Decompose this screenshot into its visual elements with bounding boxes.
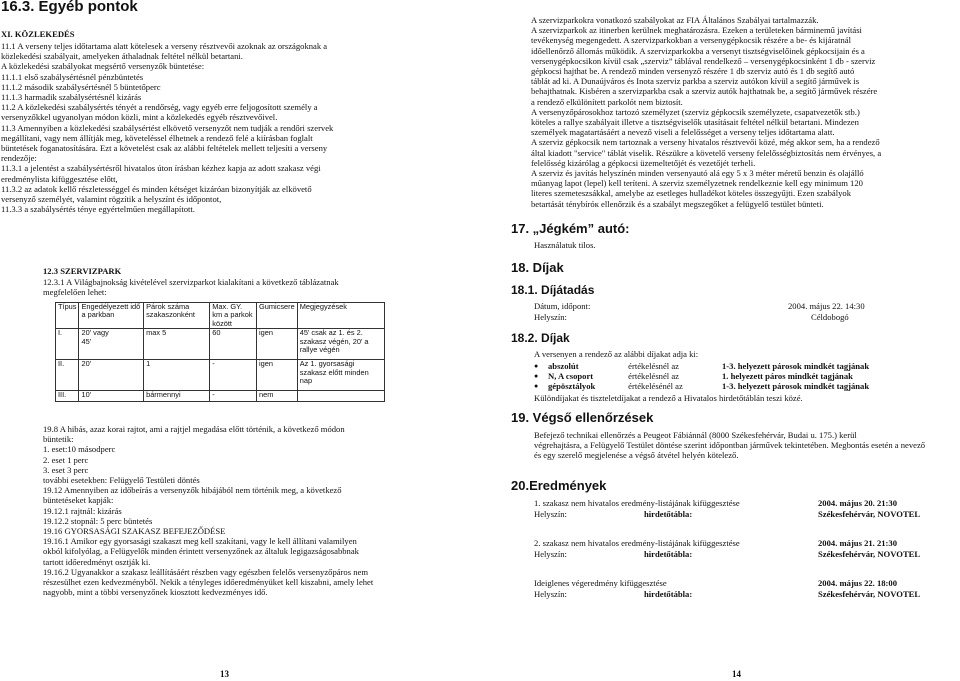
table-cell: 20' [79, 360, 144, 391]
text-line: tartott időeredményt osztják ki. [43, 556, 151, 567]
text-line: A szervizparkokra vonatkozó szabályokat az FIA Általános Szabályai tartalmazzák. [531, 15, 819, 25]
text-line: A szerviz és javítás helyszínén minden versenyautó alá egy 5 x 3 méter méretű benzin és olajálló [531, 168, 864, 179]
text-line: Befejező technikai ellenőrzés a Peugeot Fábiánnál (8000 Székesfehérvár, Budai u. 175.) kerül [534, 430, 857, 440]
traffic-rules-text [1, 41, 463, 214]
table-cell: Az 1. gyorsasági szakasz előtt minden nap [297, 360, 384, 391]
results-list [534, 498, 959, 618]
result-label: Ideiglenes végeredmény kifüggesztése [534, 578, 667, 588]
section-18-title: 18. Díjak [511, 260, 564, 275]
table-cell: III. [56, 391, 79, 402]
text-line: 11.3.3 a szabálysértés ténye egyértelműen megállapított. [1, 204, 195, 215]
prize-suffix: értékelésnél az [626, 371, 679, 381]
bullet-icon: ● [534, 362, 539, 370]
text-line: versenyzőkkel ugyanolyan módon közli, mint a közlekedés egyéb résztvevőivel. [1, 112, 278, 123]
text-line: A szerviz gépkocsik nem tartoznak a verseny hivatalos résztvevői közé, még akkor sem, ha a rendező [531, 137, 880, 148]
bullet-icon: ● [534, 372, 539, 380]
prize-recipient: 1-3. helyezett párosok mindkét tagjának [722, 381, 870, 391]
result-time: 2004. május 21. 21:30 [818, 538, 898, 548]
result-place-value: Székesfehérvár, NOVOTEL [818, 549, 921, 559]
table-header-cell: Engedélyezett idő a parkban [79, 303, 144, 329]
page-number: 13 [220, 669, 229, 679]
place-value: Céldobogó [811, 312, 849, 322]
bullet-icon: ● [534, 382, 539, 390]
penalty-rules-text [43, 424, 463, 597]
text-line: literes szemeteszsákkal, amelybe az esetleges hulladékot köteles összegyűjti. Ezen szabályok [531, 188, 851, 199]
text-line: további esetekben: Felügyelő Testületi döntés [43, 475, 200, 486]
prize-item [534, 371, 954, 381]
result-place-label: Helyszín: [534, 549, 567, 559]
text-line: 11.1.2 második szabálysértésnél 5 büntetőperc [1, 81, 161, 92]
section-title: XI. KÖZLEKEDÉS [1, 29, 75, 39]
text-line: okból kifolyólag, a Felügyelők minden érintett versenyzőnek az általuk legigazságosabbnak [43, 546, 359, 557]
text-line: részesülhet ezen kedvezményből. Nekik a tényleges időeredményüket kell kiszabni, amely lehet [43, 577, 374, 588]
text-line: behajthatnak. Kisbéren a szervizparkba csak a szerviz autók hajthatnak be, a segítő járművek részére [531, 86, 878, 97]
servicepark-table [55, 302, 385, 402]
text-line: tevékenység megengedett. A szervizparkokban a versenygépkocsik részére a be- és kijáratnál [531, 35, 851, 46]
table-cell: igen [256, 360, 297, 391]
table-row [56, 391, 385, 402]
result-place-label: Helyszín: [534, 509, 567, 519]
text-line: 2. eset 1 perc [43, 454, 89, 465]
result-place-key: hirdetőtábla: [644, 589, 693, 599]
text-line: 11.1.1 első szabálysértésnél pénzbüntetés [1, 71, 144, 82]
section-19-title: 19. Végső ellenőrzések [511, 410, 654, 425]
special-prizes-note: Különdíjakat és tiszteletdíjakat a rendező a Hivatalos hirdetőtáblán teszi közé. [534, 393, 803, 403]
text-line: A versenyzőpárosokhoz tartozó személyzet (szerviz gépkocsik személyzete, csapatvezetők stb.) [531, 106, 860, 117]
text-line: versenyző személyét, valamint rögzítik a helyszínt és időpontot, [1, 194, 222, 205]
result-place-label: Helyszín: [534, 589, 567, 599]
prize-category: N, A csoport [548, 371, 594, 381]
prize-list [534, 361, 954, 391]
table-cell: II. [56, 360, 79, 391]
result-entry [534, 578, 959, 618]
text-line: 11.3 Amennyiben a közlekedési szabálysértést elkövető versenyzőt nem tudják a rendőri szervek [1, 122, 334, 133]
section-18-1-title: 18.1. Díjátadás [511, 283, 595, 297]
table-cell: bármennyi [144, 391, 210, 402]
text-line: versenygépkocsikon kívül csak „szerviz” táblával rendelkező – versenygépkocsinként 1 db - szerviz [531, 55, 876, 66]
prizes-intro: A versenyen a rendező az alábbi díjakat adja ki: [534, 349, 699, 359]
prize-suffix: értékelésénél az [626, 381, 683, 391]
table-cell: 60 [210, 329, 257, 360]
prize-recipient: 1. helyezett páros mindkét tagjának [722, 371, 853, 381]
text-line: 19.8 A hibás, azaz korai rajtot, ami a rajtjel megadása előtt történik, a következő módon [43, 424, 345, 434]
text-line: 19.12 Amennyiben az időbeírás a versenyzők hibájából nem történik meg, a következő [43, 485, 342, 496]
text-line: megállítani, vagy nem állítják meg, követeléssel élhetnek a rendező felé a kiírásban foglalt [1, 132, 313, 143]
result-time: 2004. május 22. 18:00 [818, 578, 898, 588]
text-line: végrehajtásra, a Felügyelő Testület döntése szerint időpontban járművek tekintetében. Megbontás esetén a nevező [534, 440, 926, 451]
table-cell: 20' vagy 45' [79, 329, 144, 360]
table-cell: - [210, 360, 257, 391]
table-header-cell: Párok száma szakaszonként [144, 303, 210, 329]
result-place-key: hirdetőtábla: [644, 509, 693, 519]
text-line: A szervizparkok az itinerben kerülnek meghatározásra. Ezeken a területeken bárminemű javítási [531, 25, 862, 36]
text-line: nagyobb, mint a többi versenyzőnek kiosztott kedvezményes idő. [43, 587, 268, 598]
text-line: 19.16.2 Ugyanakkor a szakasz leállításáért részben vagy egészben felelős versenyzőpáros nem [43, 566, 368, 577]
table-header-cell: Gumicsere [256, 303, 297, 329]
table-cell: nem [256, 391, 297, 402]
result-label: 1. szakasz nem hivatalos eredmény-listájának kifüggesztése [534, 498, 740, 508]
prize-category: abszolút [548, 361, 579, 371]
date-value: 2004. május 22. 14:30 [788, 301, 865, 311]
table-row [56, 360, 385, 391]
place-label: Helyszín: [534, 312, 567, 322]
page-heading: 16.3. Egyéb pontok [1, 0, 138, 15]
result-entry [534, 538, 959, 578]
text-line: személyek magatartásáért a nevező viseli a felelősséget a verseny teljes időtartama alatt. [531, 127, 835, 138]
text-line: 11.1.3 harmadik szabálysértésnél kizárás [1, 92, 142, 103]
text-line: büntetések foganatosítására. Ezt a követelést csak az alábbi feltételek mellett teljesíti a verseny [1, 143, 328, 154]
text-line: büntetik: [43, 434, 74, 445]
prize-suffix: értékelésnél az [626, 361, 679, 371]
prize-item [534, 361, 954, 371]
servicepark-title: 12.3 SZERVIZPARK [43, 266, 122, 276]
text-line: felelősség kizárólag a gépkocsi üzemeltetőjét és vezetőjét terheli. [531, 157, 756, 168]
text-line: műanyag lapot (lepel) kell teríteni. A szerviz személyzetnek rendelkeznie kell egy minimum 120 [531, 178, 863, 189]
page-number: 14 [732, 669, 741, 679]
text-line: 19.12.1 rajtnál: kizárás [43, 505, 122, 516]
text-line: táblát ad ki. A Dunaújváros és Inota szerviz parkba a szerviz autókon kívül a segítő járművek is [531, 76, 860, 87]
text-line: 11.3.2 az adatok kellő részletességgel és minden kétséget kizáróan bizonyítják az elkövető [1, 183, 312, 194]
result-place-value: Székesfehérvár, NOVOTEL [818, 589, 921, 599]
text-line: eredménylista kifüggesztése előtt, [1, 173, 118, 184]
result-time: 2004. május 20. 21:30 [818, 498, 898, 508]
table-cell: max 5 [144, 329, 210, 360]
table-header-cell: Típus [56, 303, 79, 329]
table-header-cell: Max. GY. km a parkok között [210, 303, 257, 329]
table-row [56, 329, 385, 360]
text-line: büntetéseket kapják: [43, 495, 114, 506]
text-line: köteles a rallye szabályait illetve a tisztségviselők utasításait feltétel nélkül betartani. Mindezen [531, 117, 859, 128]
text-line: közlekedési szabályait, amelyeken áthaladnak feltétel nélkül betartani. [1, 51, 243, 62]
text-line: rendezője: [1, 153, 37, 164]
prize-item [534, 381, 954, 391]
text-line: a rendező elkülönített parkolót nem biztosít. [531, 96, 683, 107]
result-entry [534, 498, 959, 538]
section-20-title: 20.Eredmények [511, 478, 607, 493]
text-line: gépkocsi hajthat be. A rendező minden versenyző részére 1 db szerviz autó és 1 db segítő autó [531, 66, 855, 77]
section-19-text [534, 430, 959, 461]
result-place-key: hirdetőtábla: [644, 549, 693, 559]
text-line: betartását ténybíróк ellenőrzik és a szabályt megszegőket a felügyelő testület bünteti. [531, 198, 824, 209]
text-line: 11.2 A közlekedési szabálysértés tényét a rendőrség, vagy egyéb erre feljogosított személy a [1, 102, 318, 113]
table-cell: 45' csak az 1. és 2. szakasz végén, 20' a rallye végén [297, 329, 384, 360]
servicepark-intro [43, 277, 463, 297]
text-line: 11.1 A verseny teljes időtartama alatt kötelesek a verseny résztvevői azoknak az országoknak a [1, 41, 328, 51]
text-line: A közlekedési szabályokat megsértő versenyzők büntetése: [1, 61, 205, 72]
section-18-2-title: 18.2. Díjak [511, 331, 570, 345]
table-cell [297, 391, 384, 402]
text-line: 19.16.1 Amikor egy gyorsasági szakaszt meg kell szakítani, vagy le kell állítani valamilyen [43, 536, 357, 547]
text-line: és egy szerelő megjelenése a végső átvétel helyén kötelező. [534, 450, 739, 461]
text-line: időellenőrző állomás működik. A szervizparkokba a versenyt tisztségviselőinek gépkocsijain és a [531, 45, 865, 56]
servicepark-rules-text [531, 15, 959, 209]
table-header-cell: Megjegyzések [297, 303, 384, 329]
text-line: által kiadott "service" táblát viselik. Részükre a követelő verseny felelősségbiztosítás nem érvényes, a [531, 147, 882, 158]
text-line: megfelelően lehet: [43, 287, 107, 298]
result-place-value: Székesfehérvár, NOVOTEL [818, 509, 921, 519]
table-cell: - [210, 391, 257, 402]
text-line: 12.3.1 A Világbajnokság kivételével szervizparkot kialakítani a következő táblázatnak [43, 277, 339, 287]
section-17-text: Használatuk tilos. [534, 240, 596, 250]
table-cell: I. [56, 329, 79, 360]
text-line: 11.3.1 a jelentést a szabálysértésről hivatalos úton írásban kézhez kapja az adott szakasz végi [1, 163, 321, 174]
prize-category: gépösztályok [548, 381, 596, 391]
table-cell: 10' [79, 391, 144, 402]
text-line: 3. eset 3 perc [43, 464, 89, 475]
prize-recipient: 1-3. helyezett párosok mindkét tagjának [722, 361, 870, 371]
date-label: Dátum, időpont: [534, 301, 591, 311]
table-cell: 1 [144, 360, 210, 391]
text-line: 19.12.2 stopnál: 5 perc büntetés [43, 515, 153, 526]
result-label: 2. szakasz nem hivatalos eredmény-listájának kifüggesztése [534, 538, 740, 548]
text-line: 1. eset:10 másodperc [43, 444, 116, 455]
text-line: 19.16 GYORSASÁGI SZAKASZ BEFEJEZŐDÉSE [43, 526, 226, 537]
section-17-title: 17. „Jégkém” autó: [511, 221, 630, 236]
table-cell: igen [256, 329, 297, 360]
